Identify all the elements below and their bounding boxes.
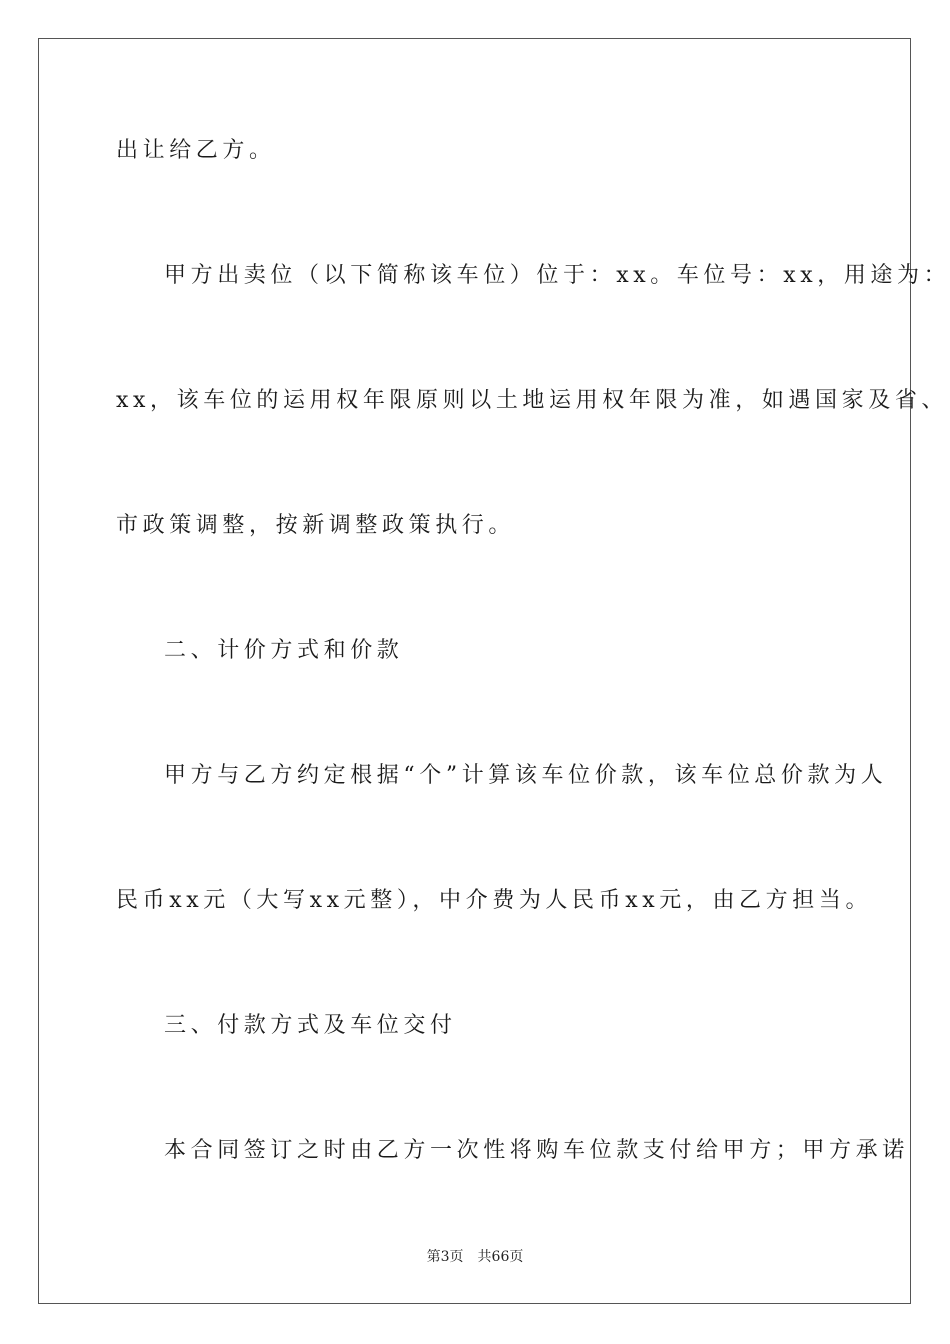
body-text-line: 市政策调整，按新调整政策执行。 [116, 513, 516, 538]
body-text-line: 甲方出卖位（以下简称该车位）位于：xx。车位号：xx，用途为： [164, 263, 950, 288]
page-total: 共66页 [477, 1249, 524, 1265]
body-text-line: 民币xx元（大写xx元整），中介费为人民币xx元，由乙方担当。 [116, 888, 873, 913]
section-heading-pricing: 二、计价方式和价款 [164, 638, 404, 663]
body-text-line: 甲方与乙方约定根据“个”计算该车位价款，该车位总价款为人 [164, 763, 888, 788]
page-footer [0, 1248, 950, 1266]
page-border [38, 38, 911, 1304]
body-text-line: 本合同签订之时由乙方一次性将购车位款支付给甲方；甲方承诺 [164, 1138, 909, 1163]
page-number: 第3页 [426, 1249, 464, 1265]
body-text-line: xx，该车位的运用权年限原则以土地运用权年限为准，如遇国家及省、 [116, 388, 949, 413]
section-heading-payment: 三、付款方式及车位交付 [164, 1013, 457, 1038]
body-text-line: 出让给乙方。 [116, 138, 276, 163]
